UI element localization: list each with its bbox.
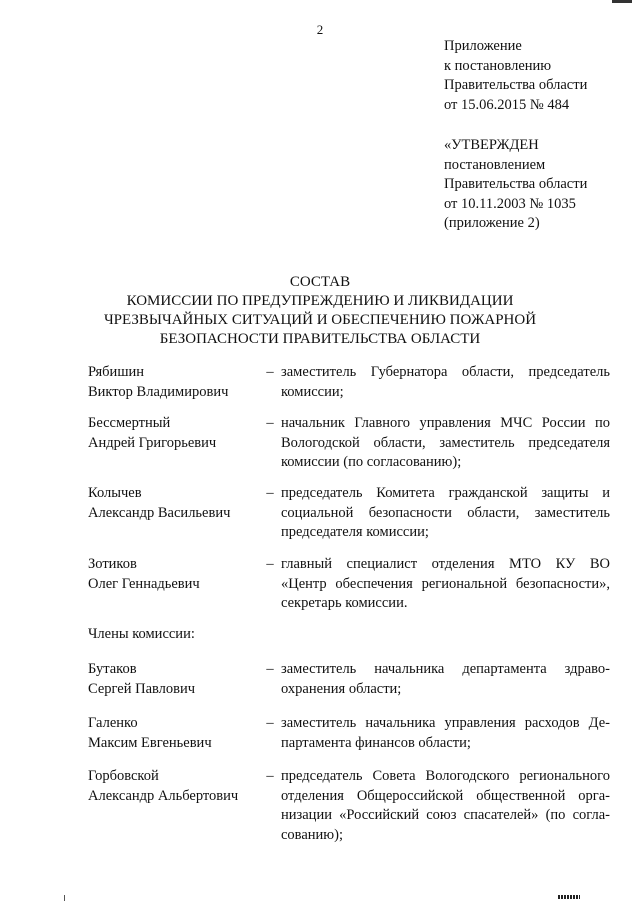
- page-number: 2: [316, 22, 324, 37]
- member-surname: Колычев: [88, 485, 142, 501]
- role-line: отделения Общероссийской общественной орга-: [281, 787, 610, 804]
- member-name: [88, 555, 263, 594]
- member-name: [88, 484, 263, 523]
- appendix-line: от 15.06.2015 № 484: [444, 96, 570, 113]
- role-line: Вологодской области, заместитель председателя: [281, 434, 610, 451]
- appendix-line: к постановлению: [444, 57, 552, 74]
- dash: –: [266, 715, 274, 731]
- approved-line: «УТВЕРЖДЕН: [444, 137, 539, 153]
- member-name: [88, 414, 263, 453]
- role-line: председателя комиссии;: [281, 524, 429, 540]
- member-given-name: Максим Евгеньевич: [88, 734, 212, 751]
- role-line: заместитель начальника департамента здраво-: [281, 661, 610, 677]
- member-role: [281, 363, 610, 402]
- role-line: сованию);: [281, 826, 343, 843]
- member-surname: Рябишин: [88, 364, 145, 380]
- role-line: комиссии;: [281, 383, 344, 400]
- role-line: социальной безопасности области, заместитель: [281, 504, 610, 521]
- role-line: секретарь комиссии.: [281, 595, 408, 611]
- member-name: [88, 363, 263, 402]
- role-line: заместитель начальника управления расходов Де-: [281, 715, 610, 731]
- dash: –: [266, 768, 274, 784]
- member-surname: Бутаков: [88, 661, 137, 677]
- role-line: комиссии (по согласованию);: [281, 454, 462, 470]
- appendix-line: Приложение: [444, 38, 522, 54]
- dash: –: [266, 556, 274, 572]
- member-given-name: Виктор Владимирович: [88, 383, 229, 400]
- member-given-name: Сергей Павлович: [88, 680, 196, 697]
- member-role: [281, 767, 610, 845]
- member-role: [281, 714, 610, 753]
- role-line: «Центр обеспечения региональной безопасности»,: [281, 575, 610, 592]
- member-role: [281, 660, 610, 699]
- approved-block: [444, 136, 587, 234]
- members-section-label: Члены комиссии:: [88, 626, 195, 642]
- scan-mark: [64, 895, 65, 901]
- member-surname: Галенко: [88, 715, 138, 731]
- dash: –: [266, 485, 274, 501]
- title-line: ЧРЕЗВЫЧАЙНЫХ СИТУАЦИЙ И ОБЕСПЕЧЕНИЮ ПОЖАРНОЙ: [103, 312, 537, 328]
- role-line: партамента финансов области;: [281, 734, 471, 751]
- member-role: [281, 555, 610, 614]
- approved-line: постановлением: [444, 156, 546, 173]
- title-line: БЕЗОПАСНОСТИ ПРАВИТЕЛЬСТВА ОБЛАСТИ: [159, 331, 481, 347]
- role-line: начальник Главного управления МЧС России по: [281, 415, 610, 431]
- member-role: [281, 484, 610, 543]
- approved-line: (приложение 2): [444, 215, 540, 231]
- member-name: [88, 767, 263, 806]
- approved-line: Правительства области: [444, 176, 588, 192]
- member-name: [88, 714, 263, 753]
- member-given-name: Андрей Григорьевич: [88, 434, 217, 451]
- appendix-line: Правительства области: [444, 77, 588, 93]
- role-line: председатель Совета Вологодского регионального: [281, 768, 610, 784]
- role-line: охранения области;: [281, 680, 402, 697]
- approved-line: от 10.11.2003 № 1035: [444, 195, 576, 212]
- document-title: [0, 273, 640, 349]
- role-line: заместитель Губернатора области, председатель: [281, 364, 610, 380]
- member-surname: Бессмертный: [88, 415, 171, 431]
- member-given-name: Олег Геннадьевич: [88, 575, 200, 592]
- role-line: председатель Комитета гражданской защиты и: [281, 485, 610, 501]
- scan-barcode-mark: [558, 895, 580, 899]
- member-surname: Горбовской: [88, 768, 159, 784]
- member-given-name: Александр Альбертович: [88, 787, 239, 804]
- dash: –: [266, 415, 274, 431]
- dash: –: [266, 661, 274, 677]
- member-given-name: Александр Васильевич: [88, 504, 231, 521]
- member-role: [281, 414, 610, 473]
- scan-mark: [612, 0, 632, 3]
- appendix-block: [444, 37, 587, 115]
- title-line: СОСТАВ: [289, 274, 351, 290]
- member-name: [88, 660, 263, 699]
- role-line: низации «Российский союз спасателей» (по согла-: [281, 807, 610, 823]
- member-surname: Зотиков: [88, 556, 137, 572]
- dash: –: [266, 364, 274, 380]
- title-line: КОМИССИИ ПО ПРЕДУПРЕЖДЕНИЮ И ЛИКВИДАЦИИ: [126, 293, 514, 309]
- role-line: главный специалист отделения МТО КУ ВО: [281, 556, 610, 572]
